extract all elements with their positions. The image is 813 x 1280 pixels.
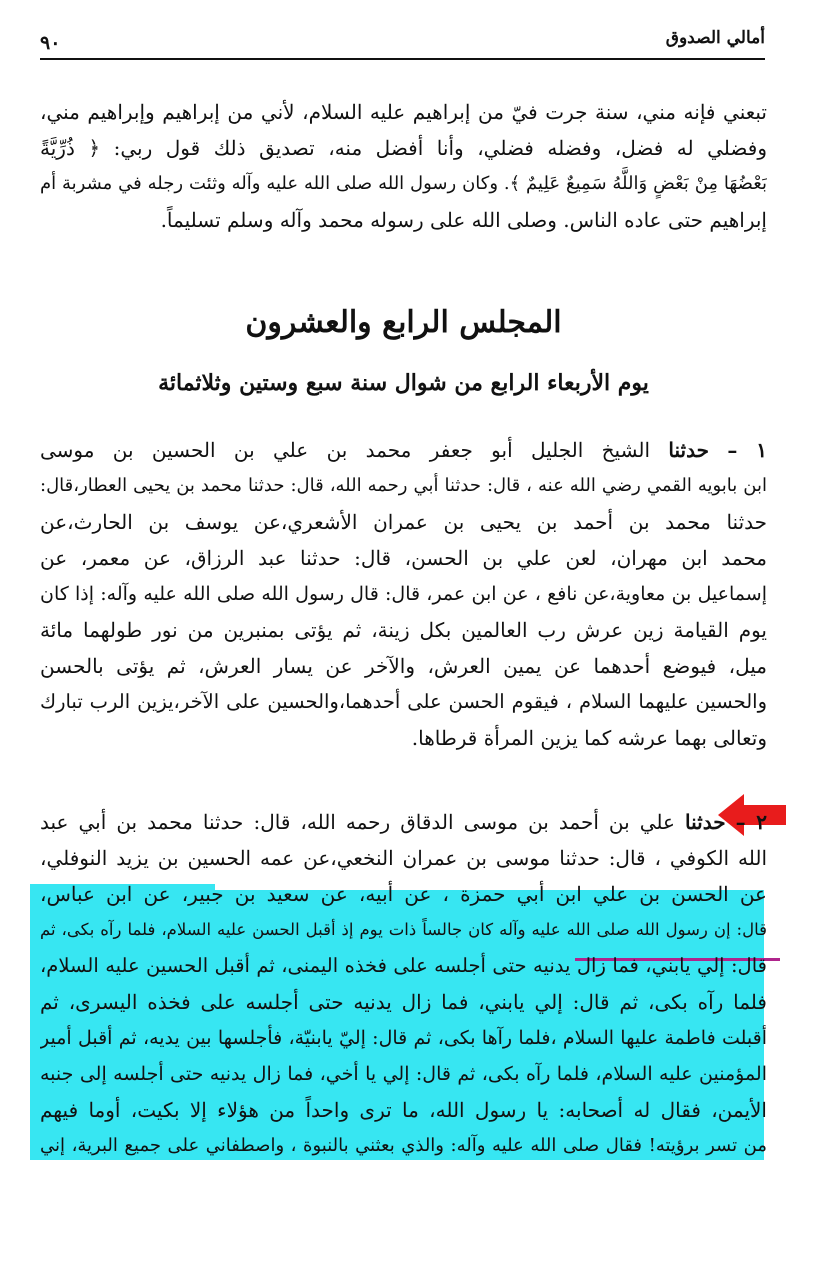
line-text: الشيخ الجليل أبو جعفر محمد بن علي بن الحسين بن موسى [40,438,651,462]
line-text: علي بن أحمد بن موسى الدقاق رحمه الله، قال: حدثنا محمد بن أبي عبد [40,810,675,834]
text-line: قال: إن رسول الله صلى الله عليه وآله كان جالساً ذات يوم إذ أقبل الحسن عليه السلام، فلما رآه بكى، ثم [40,920,767,939]
hadith-number: ٢ – [735,810,767,834]
text-line: حدثنا محمد بن أحمد بن يحيى بن عمران الأشعري،عن يوسف بن الحارث،عن [40,510,767,534]
text-line: محمد ابن مهران، لعن علي بن الحسن، قال: حدثنا عبد الرزاق، عن معمر، عن [40,546,767,570]
header-rule [40,58,765,60]
text-line: إسماعيل بن معاوية،عن نافع ، عن ابن عمر، قال: قال رسول الله صلى الله عليه وآله: إذا كان [40,583,767,605]
hadith-lead: حدثنا [685,810,726,834]
hadith-lead: حدثنا [668,438,709,462]
text-line: قال: إلي يابني، فما زال يدنيه حتى أجلسه على فخذه اليمنى، ثم أقبل الحسين عليه السلام، [40,954,767,977]
text-line: إبراهيم حتى عاده الناس. وصلى الله على رسوله محمد وآله وسلم تسليماً. [160,208,767,232]
text-line: تبعني فإنه مني، سنة جرت فيّ من إبراهيم عليه السلام، لأني من إبراهيم وإبراهيم مني، [40,100,767,124]
hadith-2 [40,804,767,1164]
page-header [40,24,765,56]
hadith-1 [40,432,767,756]
session-title: المجلس الرابع والعشرون [245,305,562,340]
text-line: بَعْضُهَا مِنْ بَعْضٍ وَاللَّهُ سَمِيعٌ عَلِيمٌ ﴾. وكان رسول الله صلى الله عليه وآله وثئت رجله في مشربة أم [40,173,767,194]
hadith-number: ١ – [727,438,767,462]
text-line: الأيمن، فقال له أصحابه: يا رسول الله، ما ترى واحداً من هؤلاء إلا بكيت، أوما فيهم [40,1098,767,1122]
text-line [40,432,767,468]
text-line: أقبلت فاطمة عليها السلام ،فلما رآها بكى، ثم قال: إليّ يابنيّة، فأجلسها بين يديه، ثم أقبل أمير [40,1027,767,1049]
text-line: والحسين عليهما السلام ، فيقوم الحسن على أحدهما،والحسين على الآخر،يزين الرب تبارك [40,690,767,713]
intro-paragraph [40,94,767,238]
text-line: المؤمنين عليه السلام، فلما رآه بكى، ثم قال: إلي يا أخي، فما زال يدنيه حتى أجلسه إلى جنبه [40,1063,767,1085]
text-line: عن الحسن بن علي ابن أبي حمزة ، عن أبيه، عن سعيد بن جبير، عن ابن عباس، [40,882,767,906]
text-line: فلما رآه بكى، ثم قال: إلي يابني، فما زال يدنيه حتى أجلسه على فخذه اليسرى، ثم [40,990,767,1014]
session-date: يوم الأربعاء الرابع من شوال سنة سبع وستين وثلاثمائة [158,370,649,396]
page-number: ٩٠ [40,32,61,54]
text-line: الله الكوفي ، قال: حدثنا موسى بن عمران النخعي،عن عمه الحسين بن يزيد النوفلي، [40,846,767,870]
text-line: وتعالى بهما عرشه كما يزين المرأة قرطاها. [411,726,767,750]
book-title: أمالي الصدوق [665,28,765,48]
text-line: من تسر برؤيته! فقال صلى الله عليه وآله: والذي بعثني بالنبوة ، واصطفاني على جميع البرية، إني [40,1135,767,1156]
text-line: ابن بابويه القمي رضي الله عنه ، قال: حدثنا أبي رحمه الله، قال: حدثنا محمد بن يحيى العطار،قال: [40,475,767,496]
text-line [40,804,767,840]
text-line: ميل، فيوضع أحدهما عن يمين العرش، والآخر عن يسار العرش، ثم يؤتى بالحسن [40,654,767,678]
text-line: يوم القيامة زين عرش رب العالمين بكل زينة، ثم يؤتى بمنبرين من نور طولهما مائة [40,618,767,642]
text-line: وفضلي له فضل، وفضله فضلي، وأنا أفضل منه، تصديق ذلك قول ربي: ﴿ ذُرِّيَّةً [40,136,767,160]
